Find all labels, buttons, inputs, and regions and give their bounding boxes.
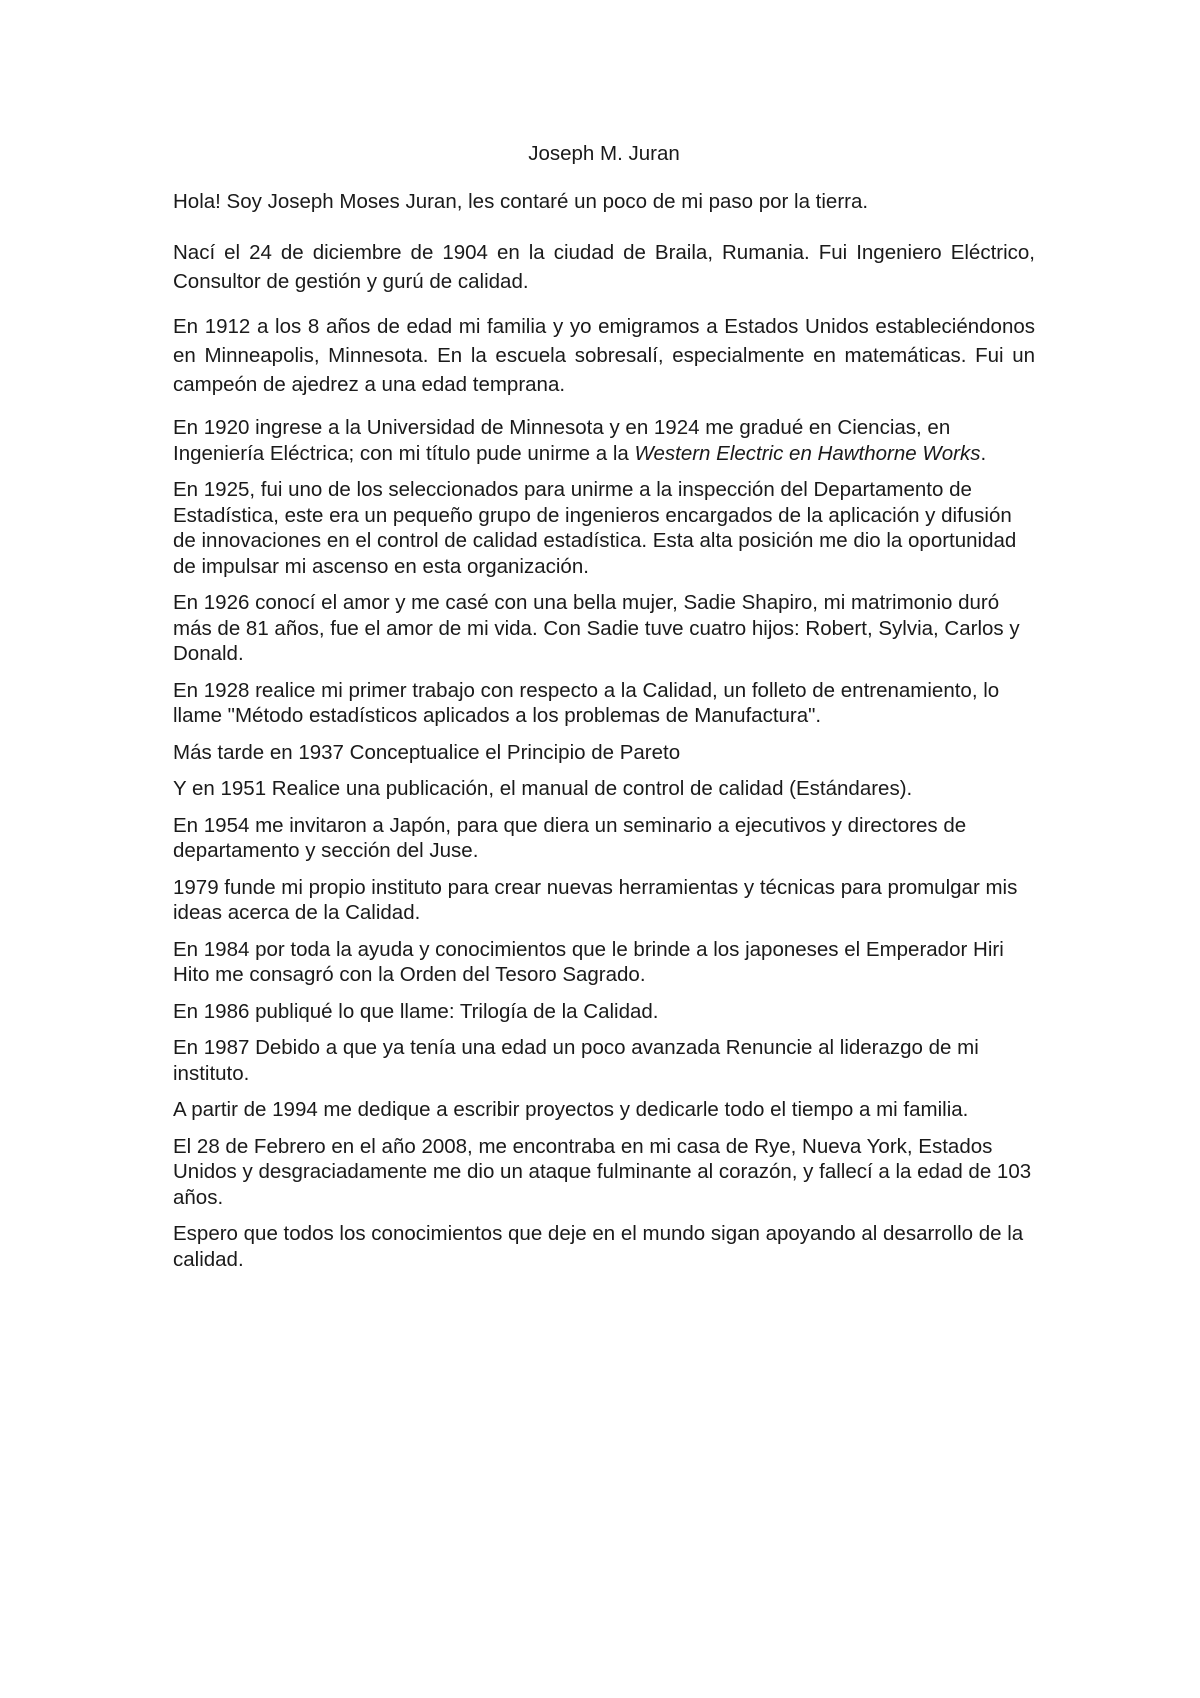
paragraph-1986: En 1986 publiqué lo que llame: Trilogía de la Calidad. xyxy=(173,999,659,1023)
paragraph-university-italic: Western Electric en Hawthorne Works xyxy=(634,441,981,465)
paragraph-university-text: En 1920 ingrese a la Universidad de Minnesota y en 1924 me gradué en Ciencias, en Ingeniería Eléctrica; con mi título pude unirme a la xyxy=(173,416,951,465)
paragraph-university xyxy=(173,415,1035,466)
paragraph-1926: En 1926 conocí el amor y me casé con una bella mujer, Sadie Shapiro, mi matrimonio duró más de 81 años, fue el amor de mi vida. Con Sadie tuve cuatro hijos: Robert, Sylvia, Carlos y Donald. xyxy=(173,591,1020,665)
paragraph-1979: 1979 funde mi propio instituto para crear nuevas herramientas y técnicas para promulgar mis ideas acerca de la Calidad. xyxy=(173,875,1018,924)
paragraph-1925: En 1925, fui uno de los seleccionados para unirme a la inspección del Departamento de Estadística, este era un pequeño grupo de ingenieros encargados de la aplicación y difusión de innovaciones en el control de calidad estadística. Esta alta posición me dio la oportunidad de impulsar mi ascenso en esta organización. xyxy=(173,478,1017,578)
paragraph-university-end: . xyxy=(980,441,987,465)
paragraph-birth: Nací el 24 de diciembre de 1904 en la ciudad de Braila, Rumania. Fui Ingeniero Eléctrico, Consultor de gestión y gurú de calidad. xyxy=(173,241,1035,293)
paragraph-1984: En 1984 por toda la ayuda y conocimientos que le brinde a los japoneses el Emperador Hiri Hito me consagró con la Orden del Tesoro Sagrado. xyxy=(173,937,1004,986)
paragraph-1951: Y en 1951 Realice una publicación, el manual de control de calidad (Estándares). xyxy=(173,777,913,800)
paragraph-1928: En 1928 realice mi primer trabajo con respecto a la Calidad, un folleto de entrenamiento, lo llame "Método estadísticos aplicados a los problemas de Manufactura". xyxy=(173,678,1000,727)
paragraph-1987: En 1987 Debido a que ya tenía una edad un poco avanzada Renuncie al liderazgo de mi instituto. xyxy=(173,1036,979,1085)
paragraph-1937: Más tarde en 1937 Conceptualice el Principio de Pareto xyxy=(173,740,681,764)
paragraph-1994: A partir de 1994 me dedique a escribir proyectos y dedicarle todo el tiempo a mi familia. xyxy=(173,1098,969,1121)
paragraph-1954: En 1954 me invitaron a Japón, para que diera un seminario a ejecutivos y directores de departamento y sección del Juse. xyxy=(173,813,967,862)
paragraph-closing: Espero que todos los conocimientos que deje en el mundo sigan apoyando al desarrollo de la calidad. xyxy=(173,1222,1024,1271)
paragraph-intro: Hola! Soy Joseph Moses Juran, les contaré un poco de mi paso por la tierra. xyxy=(173,190,869,213)
paragraph-2008: El 28 de Febrero en el año 2008, me encontraba en mi casa de Rye, Nueva York, Estados Unidos y desgraciadamente me dio un ataque fulminante al corazón, y fallecí a la edad de 103 años. xyxy=(173,1134,1032,1209)
document-title: Joseph M. Juran xyxy=(528,142,680,165)
paragraph-emigration: En 1912 a los 8 años de edad mi familia y yo emigramos a Estados Unidos estableciéndonos en Minneapolis, Minnesota. En la escuela sobresalí, especialmente en matemáticas. Fui un campeón de ajedrez a una edad temprana. xyxy=(173,315,1035,396)
